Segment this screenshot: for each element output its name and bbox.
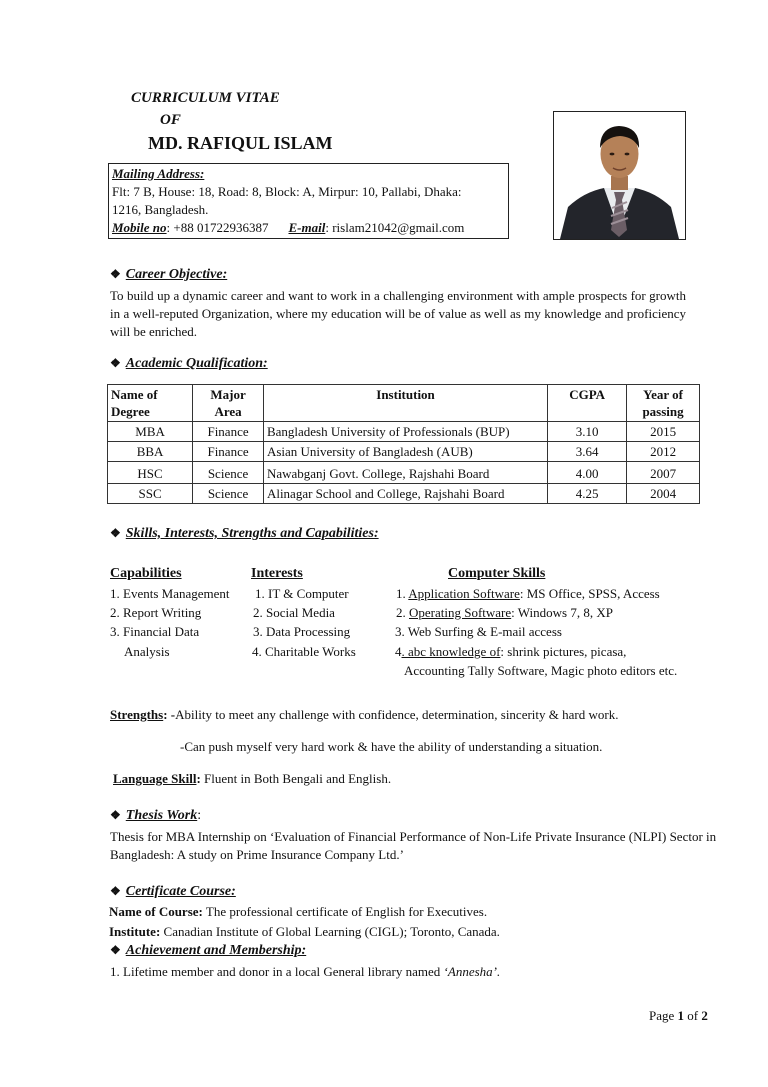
capability-item: 2. Report Writing xyxy=(110,605,202,620)
col-year: Year of passing xyxy=(627,385,700,422)
language-label: Language Skill xyxy=(113,771,197,786)
thesis-heading: ❖ Thesis Work: xyxy=(110,808,202,823)
cell-major: Science xyxy=(193,462,264,484)
cell-institution: Nawabganj Govt. College, Rajshahi Board xyxy=(263,462,547,484)
col-major: Major Area xyxy=(193,385,264,422)
diamond-bullet-icon: ❖ xyxy=(110,884,121,898)
strengths-line2: -Can push myself very hard work & have the ability of understanding a situation. xyxy=(180,739,603,754)
table-row xyxy=(108,442,700,462)
career-objective-heading: ❖ Career Objective: xyxy=(110,267,228,282)
profile-photo xyxy=(553,111,686,240)
cell-cgpa: 4.25 xyxy=(548,484,627,504)
applicant-name: MD. RAFIQUL ISLAM xyxy=(148,133,333,153)
cell-degree: HSC xyxy=(108,462,193,484)
cell-degree: BBA xyxy=(108,442,193,462)
computer-skill-item: 4. abc knowledge of: shrink pictures, picasa, xyxy=(395,644,627,659)
cell-year: 2007 xyxy=(627,462,700,484)
page-number: Page 1 of 2 xyxy=(649,1008,708,1023)
strengths-line1: Strengths: -Ability to meet any challenge with confidence, determination, sincerity & hard work. xyxy=(110,707,619,722)
capabilities-header: Capabilities xyxy=(110,566,182,581)
col-cgpa: CGPA xyxy=(548,385,627,422)
capability-item: Analysis xyxy=(124,644,170,659)
computer-skill-continuation: Accounting Tally Software, Magic photo editors etc. xyxy=(404,663,678,678)
computer-skills-header: Computer Skills xyxy=(448,566,546,581)
mobile-label: Mobile no xyxy=(112,220,167,235)
achievement-item: 1. Lifetime member and donor in a local General library named ‘Annesha’. xyxy=(110,964,501,979)
cell-cgpa: 3.64 xyxy=(548,442,627,462)
cell-major: Finance xyxy=(193,442,264,462)
table-row xyxy=(108,422,700,442)
thesis-text: Thesis for MBA Internship on ‘Evaluation of Financial Performance of Non-Life Private Insurance (NLPI) Sector in Bangladesh: A study on Prime Insurance Company Ltd.’ xyxy=(110,829,717,862)
academic-heading: ❖ Academic Qualification: xyxy=(110,356,268,371)
interest-item: 3. Data Processing xyxy=(253,624,351,639)
email-label: E-mail xyxy=(288,220,326,235)
course-institute: Institute: Canadian Institute of Global Learning (CIGL); Toronto, Canada. xyxy=(109,924,500,939)
table-row xyxy=(108,462,700,484)
cell-institution: Asian University of Bangladesh (AUB) xyxy=(263,442,547,462)
interests-header: Interests xyxy=(251,566,303,581)
cell-degree: SSC xyxy=(108,484,193,504)
interest-item: 2. Social Media xyxy=(253,605,335,620)
career-objective-text: To build up a dynamic career and want to work in a challenging environment with ample prospects for growth in a well-reputed Organization, where my education will be of value as well as my knowledge and proficiency will be enriched. xyxy=(110,288,686,339)
cv-title-line1: CURRICULUM VITAE xyxy=(131,90,280,106)
capability-item: 3. Financial Data xyxy=(110,624,200,639)
achievement-heading: ❖ Achievement and Membership: xyxy=(110,943,307,958)
diamond-bullet-icon: ❖ xyxy=(110,943,121,957)
interest-item: 1. IT & Computer xyxy=(255,586,349,601)
cell-year: 2015 xyxy=(627,422,700,442)
interest-item: 4. Charitable Works xyxy=(252,644,356,659)
address-line2: 1216, Bangladesh. xyxy=(112,202,209,217)
cell-year: 2012 xyxy=(627,442,700,462)
course-name: Name of Course: The professional certificate of English for Executives. xyxy=(109,904,488,919)
email-value: : rislam21042@gmail.com xyxy=(325,220,465,235)
col-institution: Institution xyxy=(263,385,547,422)
col-degree: Name of Degree xyxy=(108,385,193,422)
cell-major: Science xyxy=(193,484,264,504)
capability-item: 1. Events Management xyxy=(110,586,230,601)
language-skill: Language Skill: Fluent in Both Bengali and English. xyxy=(113,771,392,786)
cell-institution: Alinagar School and College, Rajshahi Board xyxy=(263,484,547,504)
table-row xyxy=(108,484,700,504)
address-line1: Flt: 7 B, House: 18, Road: 8, Block: A, Mirpur: 10, Pallabi, Dhaka: xyxy=(112,184,462,199)
computer-skill-item: 1. Application Software: MS Office, SPSS, Access xyxy=(396,586,660,601)
cell-major: Finance xyxy=(193,422,264,442)
certificate-heading: ❖ Certificate Course: xyxy=(110,884,236,899)
cell-institution: Bangladesh University of Professionals (BUP) xyxy=(263,422,547,442)
computer-skill-item: 3. Web Surfing & E-mail access xyxy=(395,624,562,639)
contact-line xyxy=(112,220,464,236)
diamond-bullet-icon: ❖ xyxy=(110,356,121,370)
contact-box xyxy=(108,163,509,239)
academic-table xyxy=(107,384,700,504)
diamond-bullet-icon: ❖ xyxy=(110,526,121,540)
cell-year: 2004 xyxy=(627,484,700,504)
cell-cgpa: 3.10 xyxy=(548,422,627,442)
table-header-row xyxy=(108,385,700,422)
strengths-label: Strengths xyxy=(110,707,164,722)
cv-title-line2: OF xyxy=(160,112,181,128)
diamond-bullet-icon: ❖ xyxy=(110,808,121,822)
computer-skill-item: 2. Operating Software: Windows 7, 8, XP xyxy=(396,605,613,620)
skills-heading: ❖ Skills, Interests, Strengths and Capabilities: xyxy=(110,526,379,541)
mailing-address-label: Mailing Address: xyxy=(112,166,205,181)
diamond-bullet-icon: ❖ xyxy=(110,267,121,281)
cell-degree: MBA xyxy=(108,422,193,442)
mobile-value: : +88 01722936387 xyxy=(166,220,269,235)
cell-cgpa: 4.00 xyxy=(548,462,627,484)
